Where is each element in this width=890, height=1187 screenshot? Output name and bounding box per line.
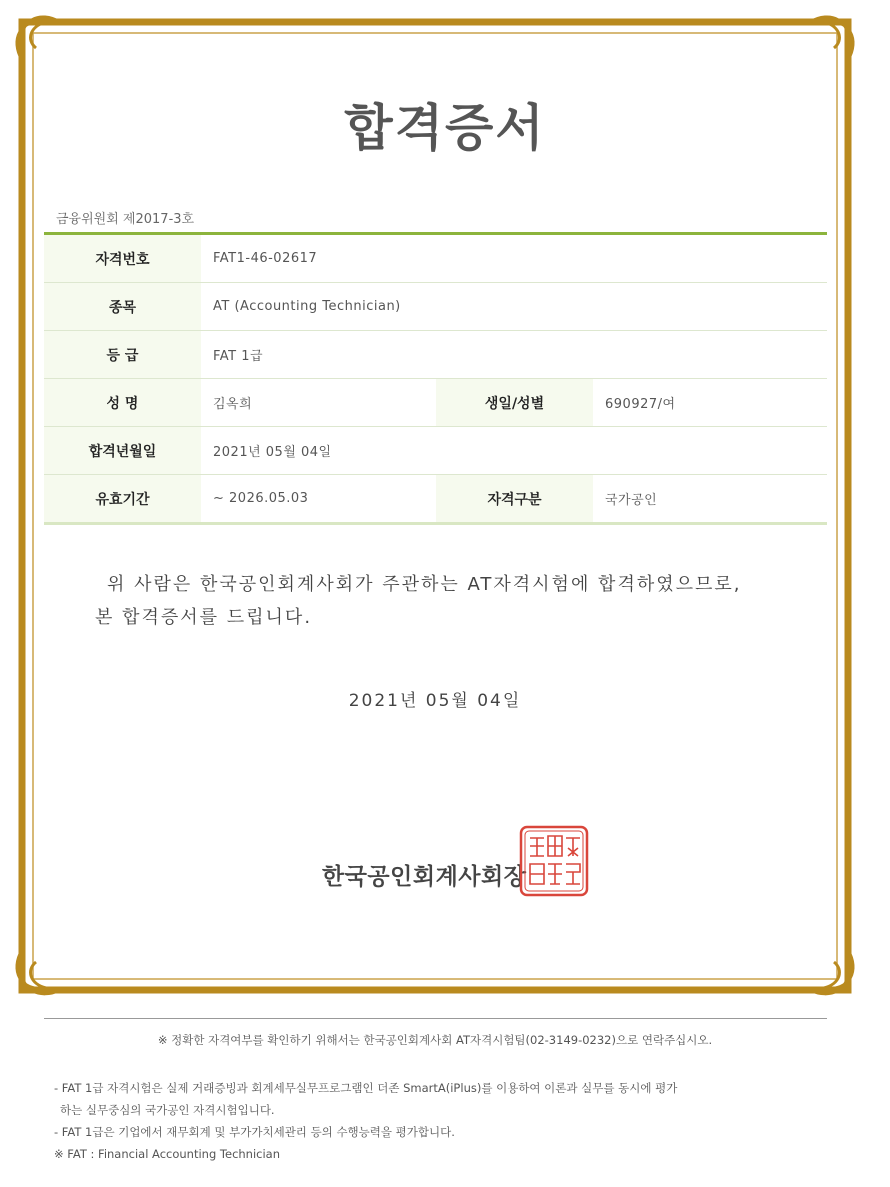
pass-date-label: 합격년월일 [44,427,201,475]
birth-gender-label: 생일/성별 [436,379,593,427]
table-row [44,427,827,475]
note-line: ※ FAT : Financial Accounting Technician [54,1147,281,1161]
cert-no-value: FAT1-46-02617 [201,234,827,283]
table-row [44,283,827,331]
exam-notes [54,1077,677,1165]
note-line: - FAT 1급은 기업에서 재무회계 및 부가가치세관리 등의 수행능력을 평가합니다. [54,1125,455,1139]
validity-label: 유효기간 [44,475,201,524]
cert-type-value: 국가공인 [593,475,827,524]
certificate-body [95,568,742,634]
birth-gender-value: 690927/여 [593,379,827,427]
note-line: 하는 실무중심의 국가공인 자격시험입니다. [60,1103,275,1117]
table-row [44,475,827,524]
table-row [44,234,827,283]
validity-value: ~ 2026.05.03 [201,475,436,524]
table-row [44,379,827,427]
table-row [44,331,827,379]
body-line-1: 위 사람은 한국공인회계사회가 주관하는 AT자격시험에 합격하였으므로, [107,574,742,595]
note-line: - FAT 1급 자격시험은 실제 거래증빙과 회계세무실무프로그램인 더존 SmartA(iPlus)를 이용하여 이론과 실무를 동시에 평가 [54,1081,678,1095]
category-value: AT (Accounting Technician) [201,283,827,331]
footer-divider [44,1018,827,1019]
cert-no-label: 자격번호 [44,234,201,283]
official-seal-icon [518,824,590,898]
issue-date: 2021년 05월 04일 [348,691,522,711]
certificate-info-table [44,232,827,525]
cert-type-label: 자격구분 [436,475,593,524]
decree-number: 금융위원회 제2017-3호 [56,212,195,227]
pass-date-value: 2021년 05월 04일 [201,427,827,475]
name-value: 김옥희 [201,379,436,427]
body-line-2: 본 합격증서를 드립니다. [95,607,313,628]
certificate-title: 합격증서 [344,99,546,157]
contact-notice: ※ 정확한 자격여부를 확인하기 위해서는 한국공인회계사회 AT자격시험팀(02-3149-0232)으로 연락주십시오. [157,1033,713,1047]
category-label: 종목 [44,283,201,331]
grade-label: 등 급 [44,331,201,379]
issuer-name: 한국공인회계사회장 [322,864,527,890]
name-label: 성 명 [44,379,201,427]
grade-value: FAT 1급 [201,331,827,379]
